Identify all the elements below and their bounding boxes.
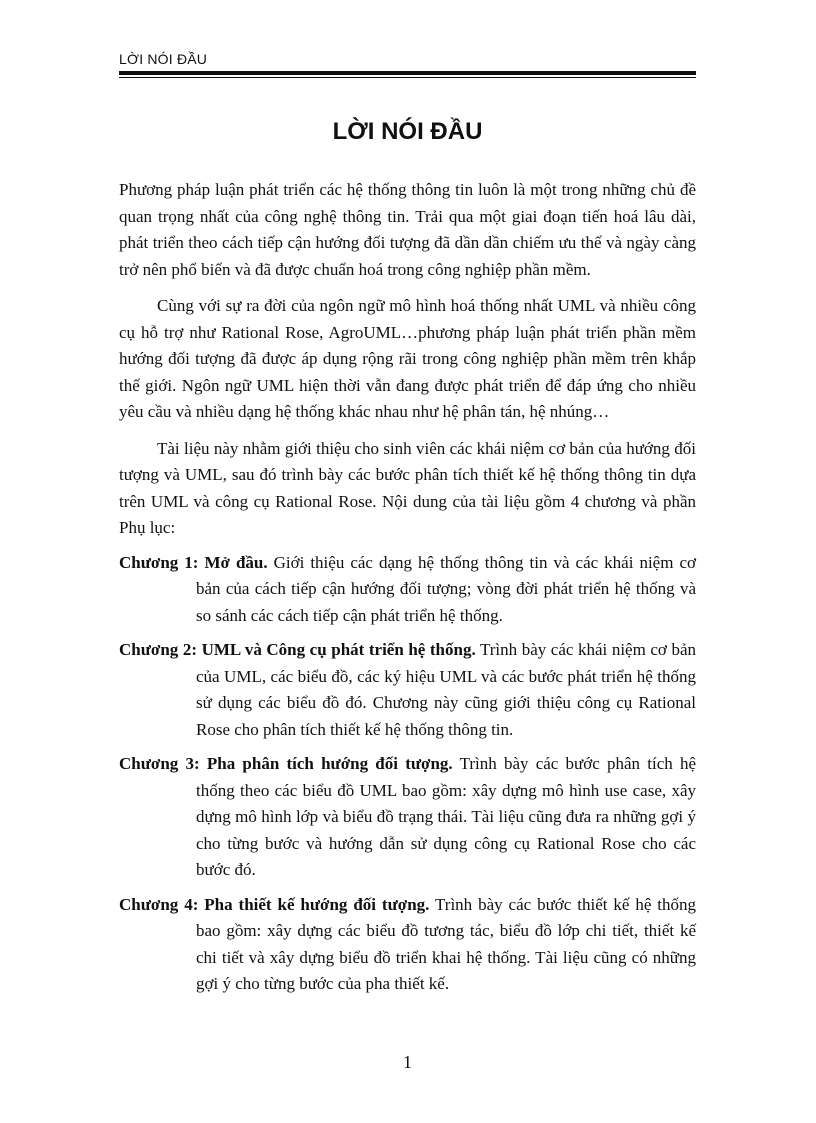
chapter-item-2 [119,637,696,743]
chapter-label: Chương 4: Pha thiết kế hướng đối tượng. [119,894,430,914]
chapter-description: Trình bày các bước thiết kế hệ thống bao gồm: xây dựng các biểu đồ tương tác, biểu đồ lớp chi tiết, thiết kế chi tiết và xây dựng biểu đồ triển khai hệ thống. Tài liệu cũng có những gợi ý cho từng bước của pha thiết kế. [196,894,697,993]
chapter-item-1 [119,550,696,630]
page-number: 1 [403,1052,412,1072]
paragraph-2: Cùng với sự ra đời của ngôn ngữ mô hình hoá thống nhất UML và nhiều công cụ hỗ trợ như Rational Rose, AgroUML…phương pháp luận phát triển phần mềm hướng đối tượng đã được áp dụng rộng rãi trong công nghiệp phần mềm trên khắp thế giới. Ngôn ngữ UML hiện thời vẫn đang được phát triển để đáp ứng cho nhiều yêu cầu và nhiều dạng hệ thống khác nhau như hệ phân tán, hệ nhúng… [119,296,696,421]
paragraph-3: Tài liệu này nhằm giới thiệu cho sinh viên các khái niệm cơ bản của hướng đối tượng và UML, sau đó trình bày các bước phân tích thiết kế hệ thống thông tin dựa trên UML và công cụ Rational Rose. Nội dung của tài liệu gồm 4 chương và phần Phụ lục: [119,438,696,537]
page-title: LỜI NÓI ĐẦU [332,118,483,145]
chapter-item-4 [119,892,696,998]
header-rule-thin [119,77,696,78]
chapter-label: Chương 2: UML và Công cụ phát triển hệ thống. [119,640,476,659]
page-body [119,177,696,998]
chapter-label: Chương 3: Pha phân tích hướng đối tượng. [119,754,453,773]
chapter-item-3 [119,751,696,884]
header-rule-thick [119,71,696,75]
paragraph-1: Phương pháp luận phát triển các hệ thống thông tin luôn là một trong những chủ đề quan trọng nhất của công nghệ thông tin. Trải qua một giai đoạn tiến hoá lâu dài, phát triển theo cách tiếp cận hướng đối tượng đã dần dần chiếm ưu thế và ngày càng trở nên phổ biến và đã được chuẩn hoá trong công nghiệp phần mềm. [119,180,696,279]
running-header: LỜI NÓI ĐẦU [119,51,208,67]
chapter-label: Chương 1: Mở đầu. [119,552,268,572]
chapter-description: Trình bày các khái niệm cơ bản của UML, các biểu đồ, các ký hiệu UML và các bước phát triển hệ thống sử dụng các biểu đồ đó. Chương này cũng giới thiệu công cụ Rational Rose cho phân tích thiết kế hệ thống thông tin. [196,640,696,739]
chapter-description: Giới thiệu các dạng hệ thống thông tin và các khái niệm cơ bản của cách tiếp cận hướng đối tượng; vòng đời phát triển hệ thống và so sánh các cách tiếp cận phát triển hệ thống. [196,552,696,625]
chapter-description: Trình bày các bước phân tích hệ thống theo các biểu đồ UML bao gồm: xây dựng mô hình use case, xây dựng mô hình lớp và biểu đồ trạng thái. Tài liệu cũng đưa ra những gợi ý cho từng bước và hướng dẫn sử dụng công cụ Rational Rose cho các bước đó. [196,754,696,879]
